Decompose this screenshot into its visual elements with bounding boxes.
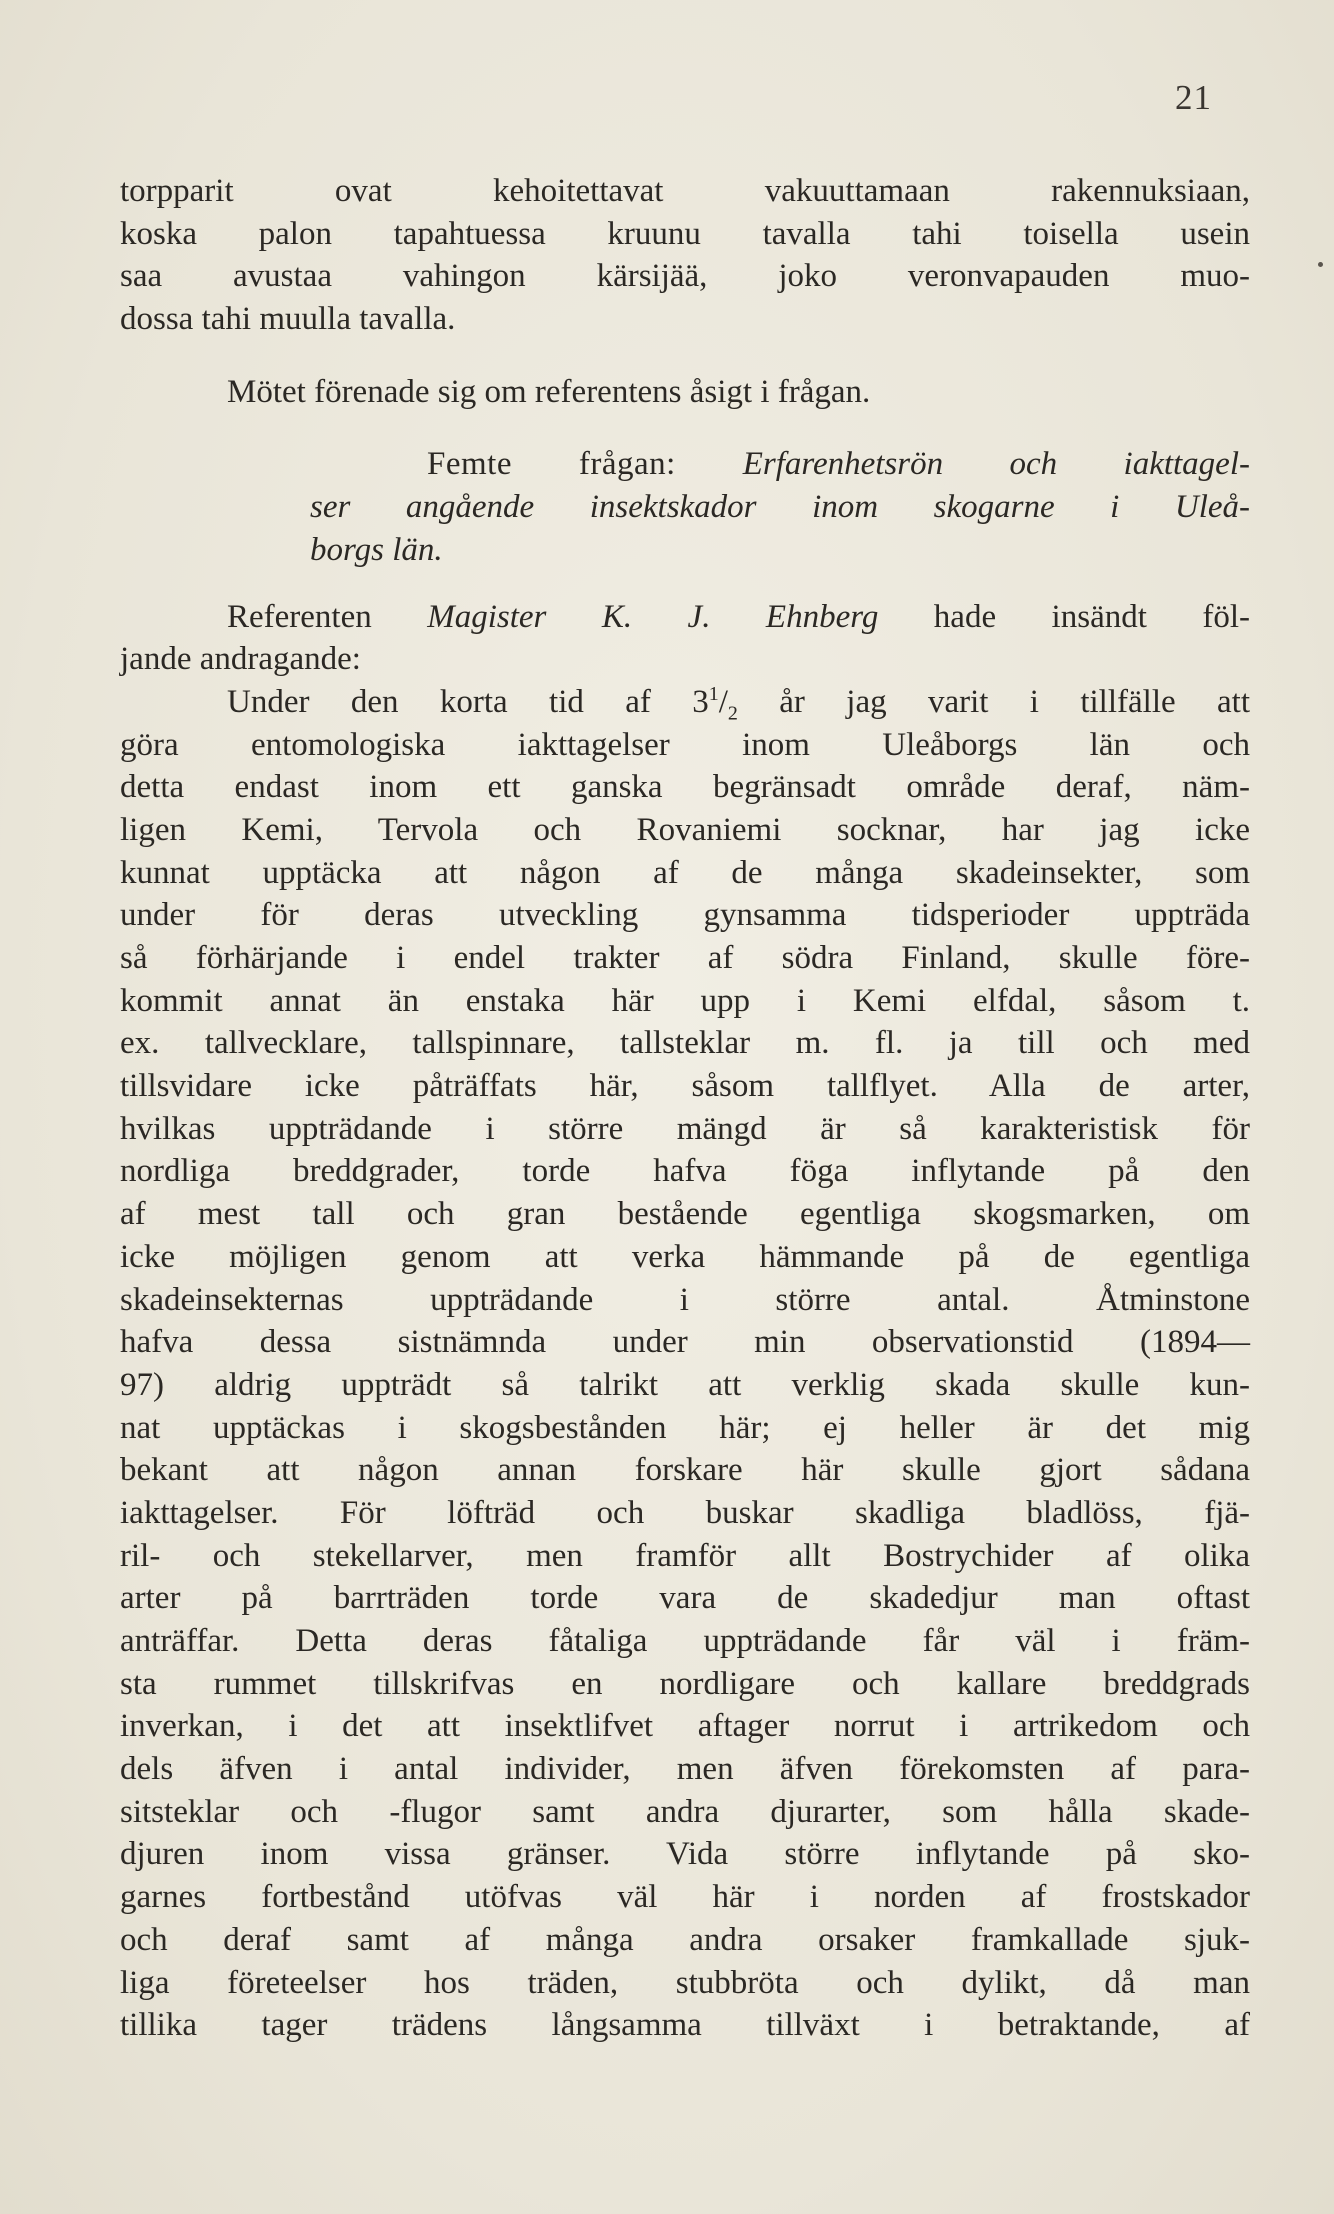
- text-line: iakttagelser. För löfträd och buskar skadliga bladlöss, fjä-: [120, 1494, 1250, 1531]
- text-line: hafva dessa sistnämnda under min observationstid (1894—: [120, 1324, 1250, 1361]
- heading-lead: Femte frågan:: [427, 446, 743, 483]
- text-fragment: Under den korta tid af 3: [227, 683, 709, 720]
- page-number: 21: [1175, 78, 1212, 117]
- text-line: Mötet förenade sig om referentens åsigt i frågan.: [227, 373, 871, 410]
- text-line: saa avustaa vahingon kärsijää, joko veronvapauden muo-: [120, 258, 1250, 295]
- text-line: torpparit ovat kehoitettavat vakuuttamaan rakennuksiaan,: [120, 173, 1250, 209]
- section-heading: [120, 443, 1250, 571]
- text-line: tillika tager trädens långsamma tillväxt i betraktande, af: [120, 2007, 1250, 2044]
- text-line: koska palon tapahtuessa kruunu tavalla tahi toisella usein: [120, 215, 1250, 252]
- text-line: inverkan, i det att insektlifvet aftager norrut i artrikedom och: [120, 1708, 1250, 1745]
- text-line: 97) aldrig uppträdt så talrikt att verklig skada skulle kun-: [120, 1366, 1250, 1403]
- text-line: ex. tallvecklare, tallspinnare, tallsteklar m. fl. ja till och med: [120, 1025, 1250, 1062]
- paragraph-2: [120, 371, 1250, 414]
- text-line: dels äfven i antal individer, men äfven förekomsten af para-: [120, 1751, 1250, 1788]
- fraction-slash: /: [718, 683, 728, 720]
- paragraph-3: [120, 681, 1250, 2047]
- print-speck: [1318, 262, 1323, 267]
- text-line: anträffar. Detta deras fåtaliga uppträdande får väl i främ-: [120, 1623, 1250, 1659]
- text-line: [120, 681, 1250, 724]
- text-line: nat upptäckas i skogsbestånden här; ej heller är det mig: [120, 1409, 1250, 1446]
- text-line: jande andragande:: [120, 641, 361, 678]
- heading-line-2: [120, 486, 1250, 529]
- text-line: djuren inom vissa gränser. Vida större inflytande på sko-: [120, 1836, 1250, 1873]
- body-text: [120, 170, 1250, 2047]
- fraction-denominator: 2: [727, 702, 738, 725]
- text-line: icke möjligen genom att verka hämmande på de egentliga: [120, 1238, 1250, 1275]
- text-line: sitsteklar och -flugor samt andra djurarter, som hålla skade-: [120, 1793, 1250, 1830]
- fraction-numerator: 1: [708, 682, 719, 705]
- text-line: detta endast inom ett ganska begränsadt område deraf, näm-: [120, 769, 1250, 806]
- text-line: hvilkas uppträdande i större mängd är så karakteristisk för: [120, 1110, 1250, 1147]
- referent-line: [120, 596, 1250, 639]
- text-line: skadeinsekternas uppträdande i större antal. Åtminstone: [120, 1281, 1250, 1318]
- text-line: så förhärjande i endel trakter af södra Finland, skulle före-: [120, 940, 1250, 976]
- text-line: af mest tall och gran bestående egentliga skogsmarken, om: [120, 1196, 1250, 1233]
- referent-suffix: hade insändt föl-: [878, 598, 1250, 635]
- text-line: under för deras utveckling gynsamma tidsperioder uppträda: [120, 897, 1250, 934]
- referent-prefix: Referenten: [227, 598, 428, 635]
- heading-line-3: [120, 529, 1250, 572]
- text-line: sta rummet tillskrifvas en nordligare och kallare breddgrads: [120, 1665, 1250, 1702]
- paragraph-1: [120, 170, 1250, 341]
- text-line: ligen Kemi, Tervola och Rovaniemi socknar, har jag icke: [120, 811, 1250, 848]
- text-line: garnes fortbestånd utöfvas väl här i norden af frostskador: [120, 1879, 1250, 1916]
- heading-title-part: Erfarenhetsrön och iakttagel-: [742, 446, 1250, 483]
- heading-line-1: [120, 443, 1250, 486]
- text-line: kommit annat än enstaka här upp i Kemi elfdal, såsom t.: [120, 982, 1250, 1019]
- heading-title-part: ser angående insektskador inom skogarne i Uleå-: [310, 489, 1250, 526]
- text-line: bekant att någon annan forskare här skulle gjort sådana: [120, 1452, 1250, 1489]
- text-line: göra entomologiska iakttagelser inom Uleåborgs län och: [120, 726, 1250, 763]
- text-line: tillsvidare icke påträffats här, såsom tallflyet. Alla de arter,: [120, 1068, 1250, 1105]
- text-line: arter på barrträden torde vara de skadedjur man oftast: [120, 1580, 1250, 1617]
- text-line: dossa tahi muulla tavalla.: [120, 301, 456, 338]
- text-line: nordliga breddgrader, torde hafva föga inflytande på den: [120, 1153, 1250, 1190]
- text-line: ril- och stekellarver, men framför allt Bostrychider af olika: [120, 1537, 1250, 1574]
- heading-title-part: borgs län.: [310, 531, 443, 568]
- text-line: kunnat upptäcka att någon af de många skadeinsekter, som: [120, 854, 1250, 891]
- referent-name: Magister K. J. Ehnberg: [427, 598, 879, 635]
- text-line: och deraf samt af många andra orsaker framkallade sjuk-: [120, 1921, 1250, 1958]
- text-fragment: år jag varit i tillfälle att: [737, 683, 1250, 720]
- referent-paragraph: [120, 596, 1250, 681]
- text-line: liga företeelser hos träden, stubbröta och dylikt, då man: [120, 1964, 1250, 2001]
